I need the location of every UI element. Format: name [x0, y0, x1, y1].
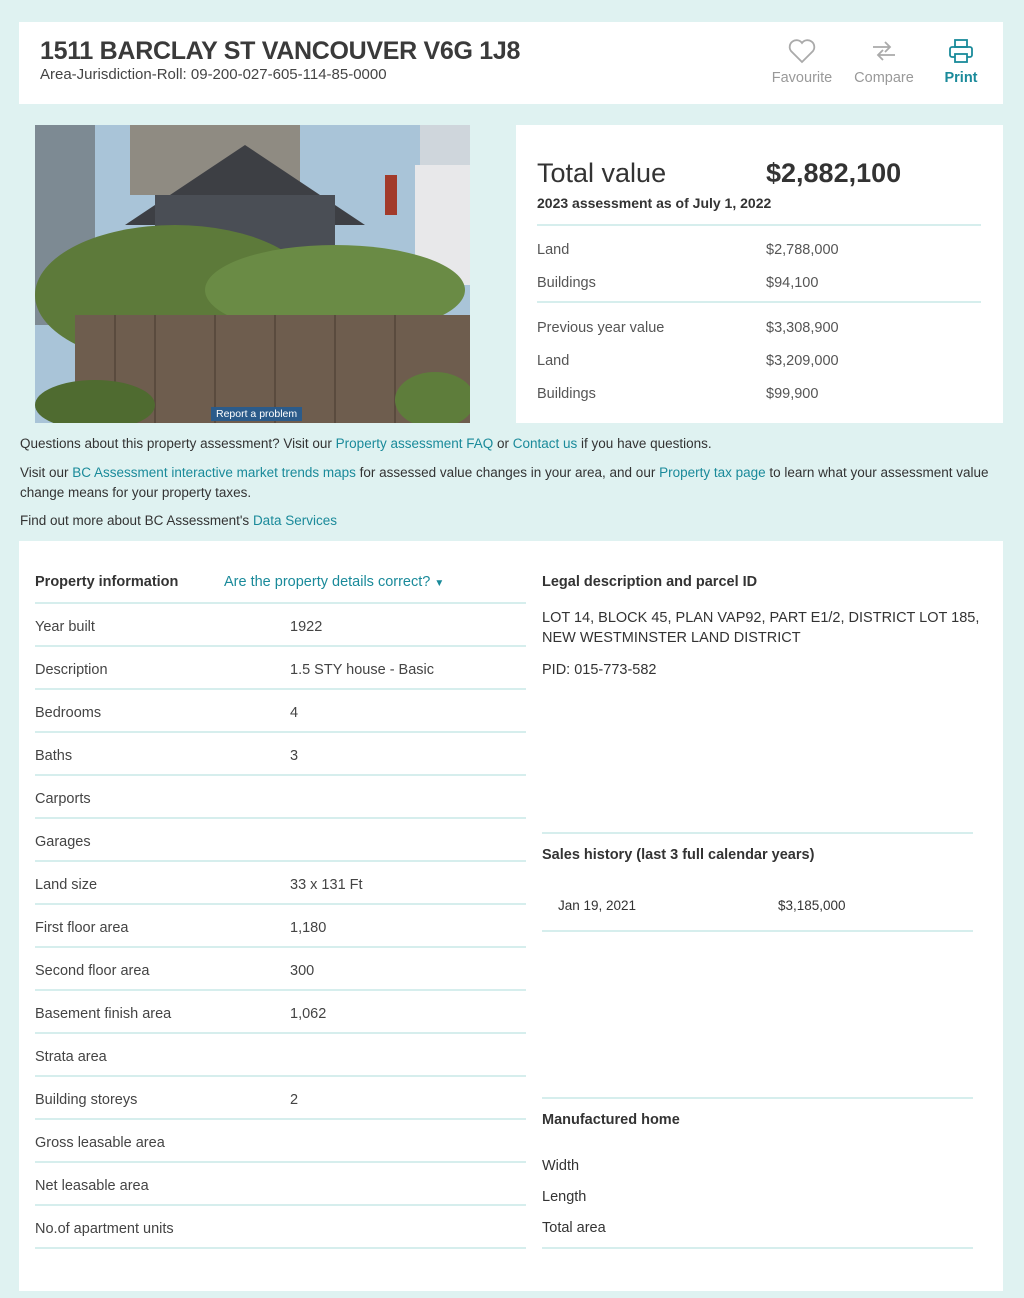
mh-length-label: Length: [542, 1189, 587, 1205]
mh-total-area-label: Total area: [542, 1220, 606, 1236]
legal-description-text: LOT 14, BLOCK 45, PLAN VAP92, PART E1/2, DISTRICT LOT 185, NEW WESTMINSTER LAND DISTRICT: [542, 610, 980, 646]
row-value: 1,180: [290, 920, 327, 936]
previous-buildings-value: $99,900: [766, 386, 819, 402]
row-label: Description: [35, 662, 108, 678]
property-address: 1511 BARCLAY ST VANCOUVER V6G 1J8: [40, 37, 521, 65]
print-button[interactable]: [921, 36, 1001, 86]
row-label: Strata area: [35, 1049, 107, 1065]
data-services-text: [20, 511, 990, 531]
text: if you have questions.: [577, 436, 712, 451]
property-photo: [35, 125, 470, 423]
property-details-card: [19, 541, 1003, 1291]
row-label: Year built: [35, 619, 95, 635]
row-label: Garages: [35, 834, 91, 850]
sales-history-title: Sales history (last 3 full calendar years): [542, 847, 815, 863]
property-row: [35, 733, 526, 776]
row-label: Carports: [35, 791, 91, 807]
row-value: 2: [290, 1092, 299, 1108]
property-row: [35, 1034, 526, 1077]
assessment-date-note: 2023 assessment as of July 1, 2022: [537, 195, 772, 211]
property-row: [35, 647, 526, 690]
previous-land-value: $3,209,000: [766, 353, 839, 369]
property-row: [35, 905, 526, 948]
property-info-title: Property information: [35, 574, 179, 590]
property-row: [35, 1163, 526, 1206]
current-land-value: $2,788,000: [766, 242, 839, 258]
manufactured-home-title: Manufactured home: [542, 1112, 680, 1128]
legal-description-title: Legal description and parcel ID: [542, 574, 758, 590]
sale-price: $3,185,000: [778, 898, 846, 913]
row-value: 300: [290, 963, 315, 979]
current-land-label: Land: [537, 242, 570, 258]
sale-date: Jan 19, 2021: [558, 898, 637, 913]
market-trends-text: [20, 463, 990, 502]
favourite-button[interactable]: [762, 36, 842, 86]
mh-width-label: Width: [542, 1158, 580, 1174]
previous-land-label: Land: [537, 353, 570, 369]
print-label: Print: [944, 70, 978, 86]
compare-button[interactable]: [844, 36, 924, 86]
property-row: [35, 690, 526, 733]
divider: [542, 930, 973, 932]
row-label: No.of apartment units: [35, 1221, 174, 1237]
printer-icon: [921, 36, 1001, 66]
property-row: [35, 1120, 526, 1163]
current-buildings-value: $94,100: [766, 275, 819, 291]
row-label: Gross leasable area: [35, 1135, 165, 1151]
text: to learn what your assessment value change means for your property taxes.: [20, 465, 989, 500]
property-row: [35, 1206, 526, 1249]
property-row: [35, 1077, 526, 1120]
contact-us-link[interactable]: Contact us: [512, 436, 578, 451]
property-row: [35, 819, 526, 862]
previous-year-amount: $3,308,900: [766, 320, 839, 336]
property-header: [19, 22, 1003, 104]
roll-number: Area-Jurisdiction-Roll: 09-200-027-605-114-85-0000: [40, 66, 387, 83]
faq-link[interactable]: Property assessment FAQ: [335, 436, 494, 451]
divider: [542, 832, 973, 834]
compare-arrows-icon: [844, 36, 924, 66]
previous-year-label: Previous year value: [537, 320, 665, 336]
row-label: First floor area: [35, 920, 129, 936]
parcel-id: PID: 015-773-582: [542, 662, 657, 678]
dropdown-label: Are the property details correct?: [224, 574, 431, 590]
current-buildings-label: Buildings: [537, 275, 596, 291]
row-value: 3: [290, 748, 299, 764]
row-label: Net leasable area: [35, 1178, 149, 1194]
heart-icon: [762, 36, 842, 66]
property-row: [35, 948, 526, 991]
text: for assessed value changes in your area, and our: [355, 465, 660, 480]
property-tax-link[interactable]: Property tax page: [659, 465, 766, 480]
row-value: 1922: [290, 619, 323, 635]
text: Questions about this property assessment? Visit our: [20, 436, 336, 451]
total-value-amount: $2,882,100: [766, 158, 902, 188]
favourite-label: Favourite: [771, 70, 833, 86]
row-value: 1.5 STY house - Basic: [290, 662, 435, 678]
row-label: Bedrooms: [35, 705, 102, 721]
text: Find out more about BC Assessment's: [20, 513, 253, 528]
row-label: Land size: [35, 877, 98, 893]
divider: [542, 1097, 973, 1099]
divider: [537, 224, 981, 226]
row-label: Second floor area: [35, 963, 150, 979]
row-value: 4: [290, 705, 299, 721]
property-row: [35, 862, 526, 905]
row-value: 33 x 131 Ft: [290, 877, 363, 893]
divider: [537, 301, 981, 303]
row-label: Building storeys: [35, 1092, 138, 1108]
market-trends-link[interactable]: BC Assessment interactive market trends maps: [72, 465, 356, 480]
compare-label: Compare: [854, 70, 914, 86]
assessment-values-card: [516, 125, 1003, 423]
property-row: [35, 604, 526, 647]
report-problem-link[interactable]: Report a problem: [211, 407, 302, 421]
divider: [542, 1247, 973, 1249]
data-services-link[interactable]: Data Services: [252, 513, 337, 528]
property-row: [35, 776, 526, 819]
row-label: Basement finish area: [35, 1006, 172, 1022]
property-details-correct-dropdown[interactable]: [224, 574, 444, 590]
property-row: [35, 991, 526, 1034]
previous-buildings-label: Buildings: [537, 386, 596, 402]
row-value: 1,062: [290, 1006, 327, 1022]
questions-text: [20, 434, 990, 454]
row-label: Baths: [35, 748, 73, 764]
total-value-label: Total value: [537, 158, 667, 188]
text: or: [493, 436, 513, 451]
text: Visit our: [20, 465, 73, 480]
caret-down-icon: ▼: [434, 578, 445, 589]
